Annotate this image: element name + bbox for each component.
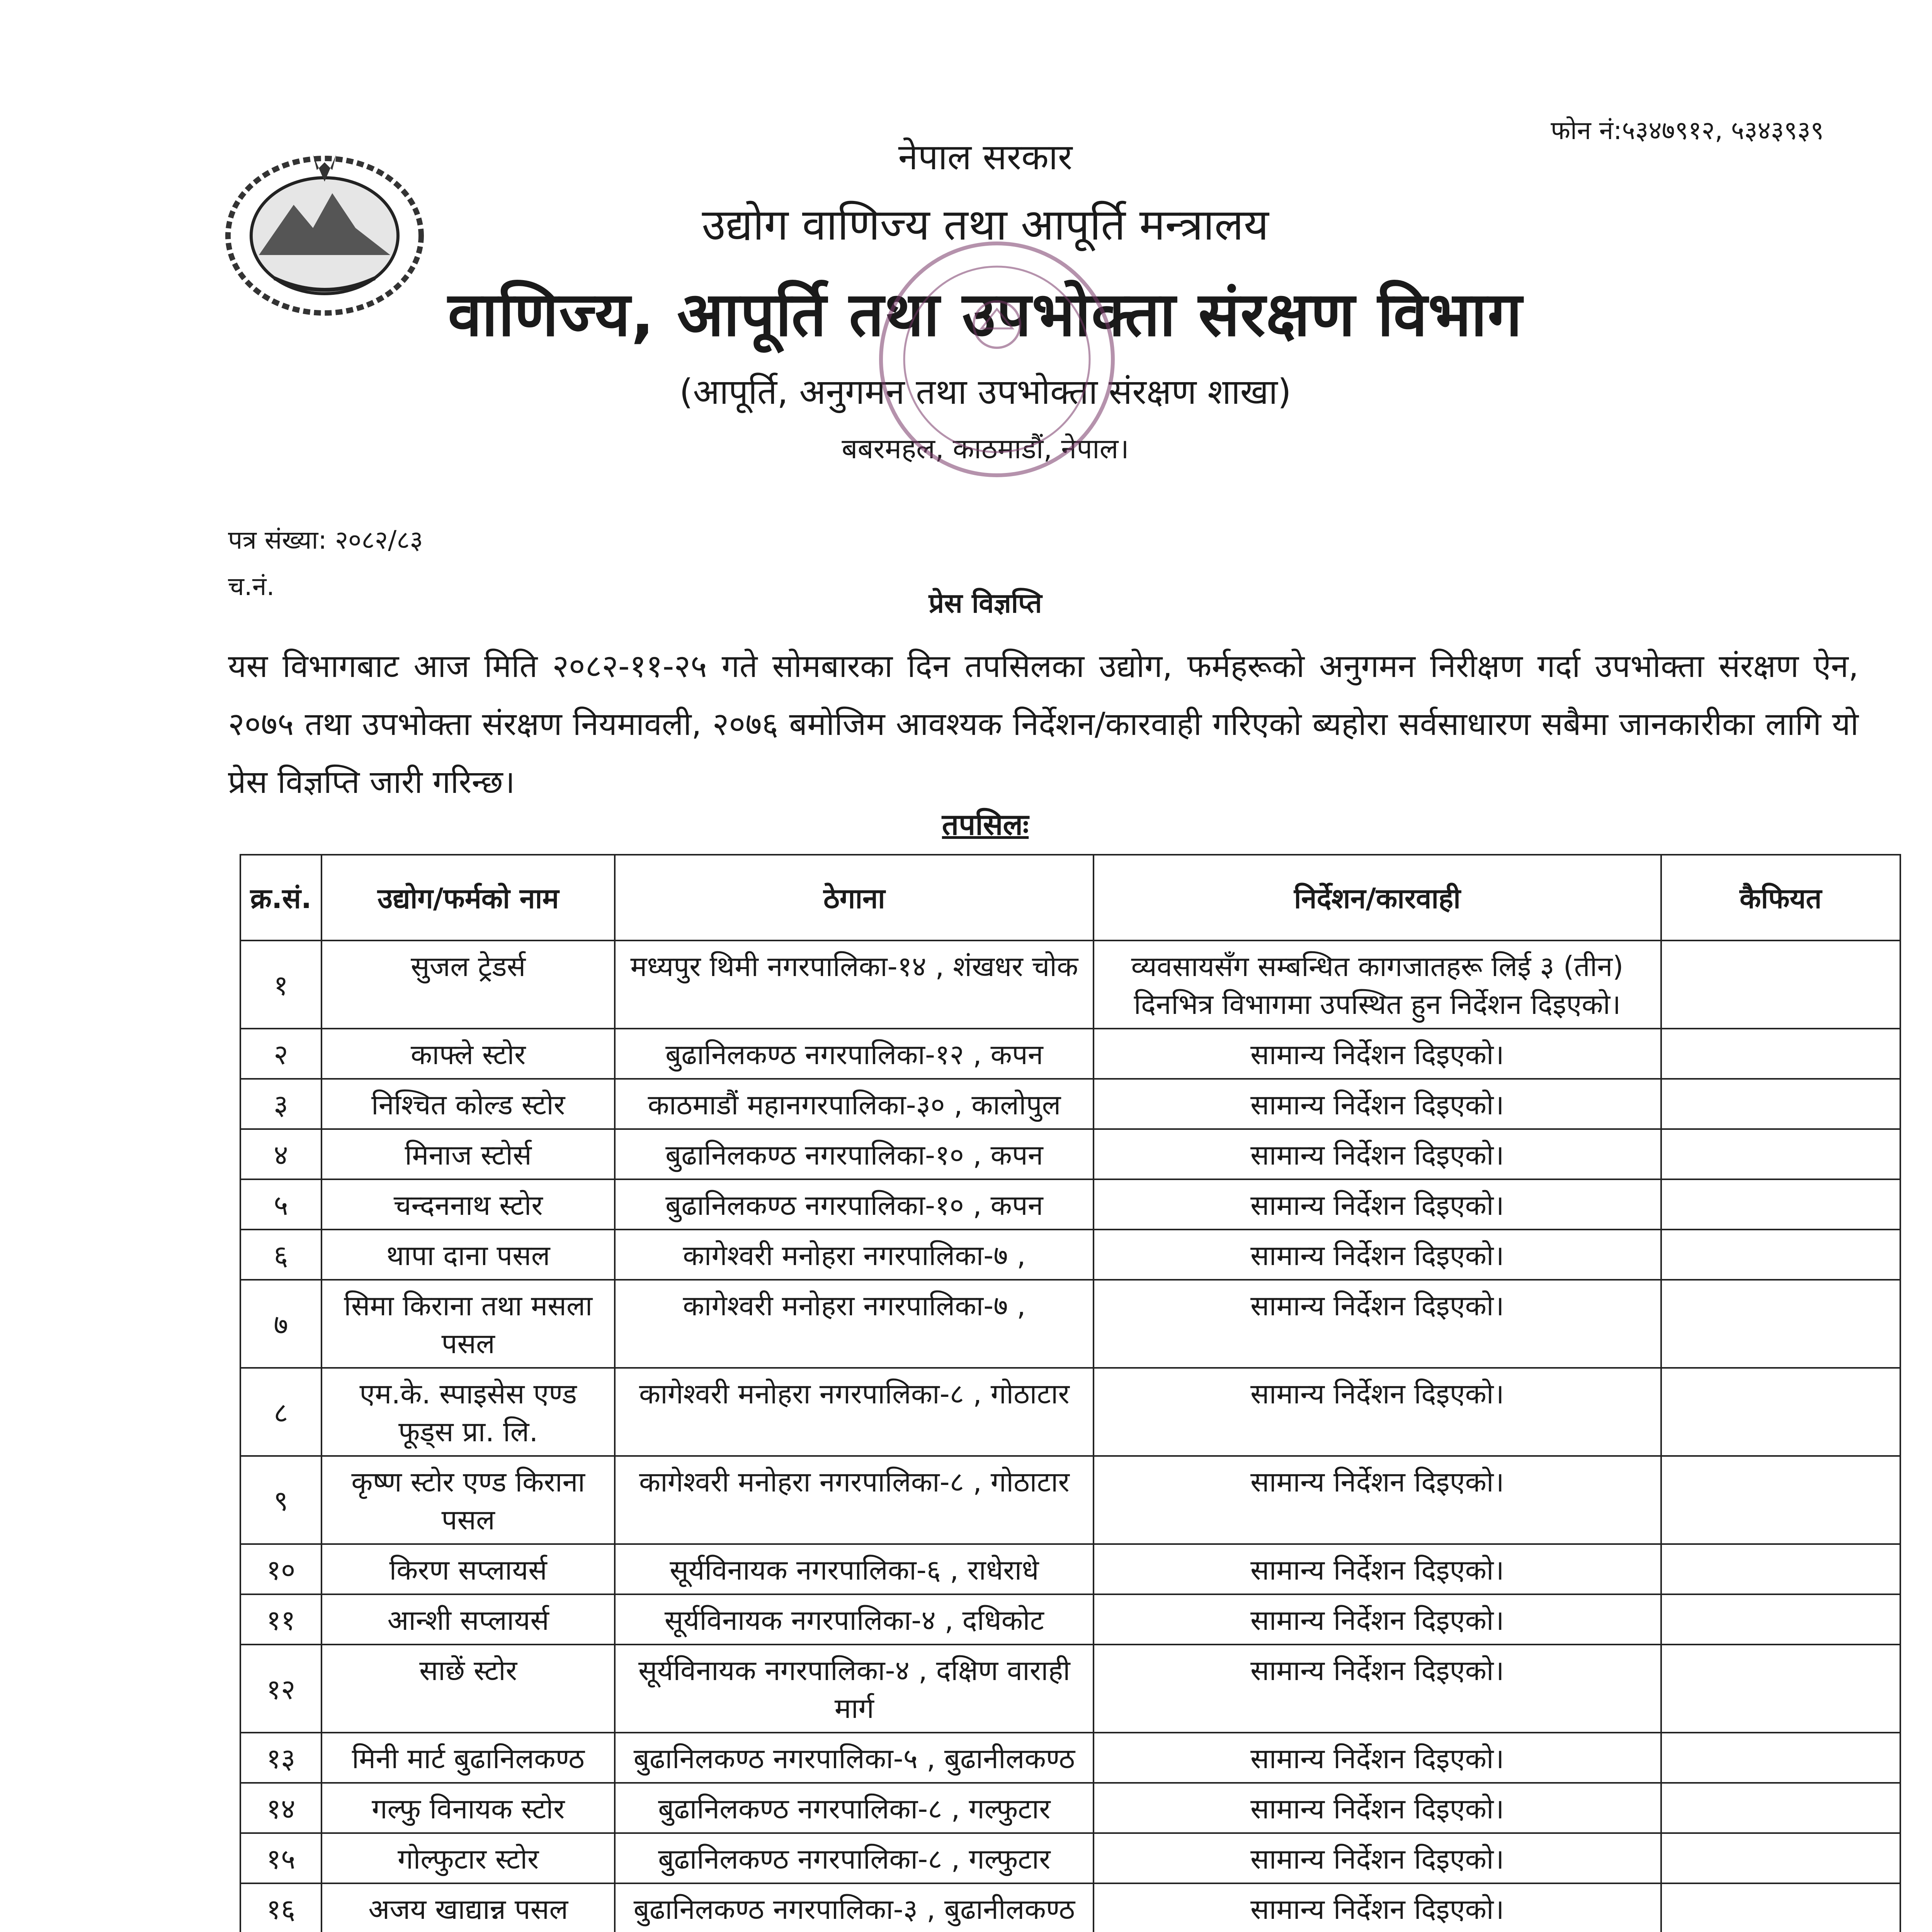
- address-cell: बुढानिलकण्ठ नगरपालिका-८ , गल्फुटार: [615, 1833, 1094, 1883]
- directive-cell: सामान्य निर्देशन दिइएको।: [1094, 1645, 1661, 1733]
- serial-cell: ३: [240, 1079, 321, 1129]
- serial-cell: ६: [240, 1230, 321, 1280]
- remarks-cell: [1661, 1280, 1900, 1368]
- firm-name-cell: आन्शी सप्लायर्स: [321, 1594, 615, 1645]
- firm-name-cell: चन्दननाथ स्टोर: [321, 1179, 615, 1230]
- firm-name-cell: अजय खाद्यान्न पसल: [321, 1883, 615, 1932]
- serial-cell: ११: [240, 1594, 321, 1645]
- remarks-cell: [1661, 1645, 1900, 1733]
- directive-cell: सामान्य निर्देशन दिइएको।: [1094, 1733, 1661, 1783]
- table-row: [240, 1594, 1900, 1645]
- directive-cell: सामान्य निर्देशन दिइएको।: [1094, 1544, 1661, 1594]
- dispatch-number: च.नं.: [228, 571, 275, 601]
- remarks-cell: [1661, 1029, 1900, 1079]
- table-row: [240, 1179, 1900, 1230]
- directive-cell: सामान्य निर्देशन दिइएको।: [1094, 1230, 1661, 1280]
- remarks-cell: [1661, 1456, 1900, 1544]
- serial-cell: १२: [240, 1645, 321, 1733]
- table-row: [240, 1883, 1900, 1932]
- directive-cell: सामान्य निर्देशन दिइएको।: [1094, 1833, 1661, 1883]
- serial-cell: ५: [240, 1179, 321, 1230]
- address-cell: सूर्यविनायक नगरपालिका-४ , दक्षिण वाराही मार्ग: [615, 1645, 1094, 1733]
- table-body: [240, 940, 1900, 1932]
- header-firm-name: उद्योग/फर्मको नाम: [321, 855, 615, 940]
- remarks-cell: [1661, 1179, 1900, 1230]
- remarks-cell: [1661, 940, 1900, 1029]
- remarks-cell: [1661, 1368, 1900, 1456]
- directive-cell: सामान्य निर्देशन दिइएको।: [1094, 1456, 1661, 1544]
- firm-name-cell: साछें स्टोर: [321, 1645, 615, 1733]
- directive-cell: सामान्य निर्देशन दिइएको।: [1094, 1179, 1661, 1230]
- serial-cell: १०: [240, 1544, 321, 1594]
- remarks-cell: [1661, 1783, 1900, 1833]
- directive-cell: सामान्य निर्देशन दिइएको।: [1094, 1029, 1661, 1079]
- government-title: नेपाल सरकार: [898, 136, 1073, 178]
- address-cell: मध्यपुर थिमी नगरपालिका-१४ , शंखधर चोक: [615, 940, 1094, 1029]
- serial-cell: १३: [240, 1733, 321, 1783]
- address-cell: बुढानिलकण्ठ नगरपालिका-३ , बुढानीलकण्ठ: [615, 1883, 1094, 1932]
- firm-name-cell: गोल्फुटार स्टोर: [321, 1833, 615, 1883]
- directive-cell: सामान्य निर्देशन दिइएको।: [1094, 1079, 1661, 1129]
- address-cell: कागेश्वरी मनोहरा नगरपालिका-८ , गोठाटार: [615, 1368, 1094, 1456]
- serial-cell: १६: [240, 1883, 321, 1932]
- directive-cell: सामान्य निर्देशन दिइएको।: [1094, 1129, 1661, 1179]
- phone-numbers: फोन नं:५३४७९१२, ५३४३९३९: [1551, 116, 1824, 145]
- table-header-row: [240, 855, 1900, 940]
- directive-cell: सामान्य निर्देशन दिइएको।: [1094, 1594, 1661, 1645]
- table-row: [240, 1368, 1900, 1456]
- header-directive: निर्देशन/कारवाही: [1094, 855, 1661, 940]
- remarks-cell: [1661, 1594, 1900, 1645]
- address-cell: सूर्यविनायक नगरपालिका-४ , दधिकोट: [615, 1594, 1094, 1645]
- directive-cell: सामान्य निर्देशन दिइएको।: [1094, 1883, 1661, 1932]
- header-remarks: कैफियत: [1661, 855, 1900, 940]
- firm-name-cell: एम.के. स्पाइसेस एण्ड फूड्स प्रा. लि.: [321, 1368, 615, 1456]
- serial-cell: १: [240, 940, 321, 1029]
- firm-name-cell: थापा दाना पसल: [321, 1230, 615, 1280]
- table-row: [240, 1280, 1900, 1368]
- address-cell: काठमाडौं महानगरपालिका-३० , कालोपुल: [615, 1079, 1094, 1129]
- table-row: [240, 1544, 1900, 1594]
- directive-cell: व्यवसायसँग सम्बन्धित कागजातहरू लिई ३ (तीन) दिनभित्र विभागमा उपस्थित हुन निर्देशन दिइएको।: [1094, 940, 1661, 1029]
- directive-cell: सामान्य निर्देशन दिइएको।: [1094, 1368, 1661, 1456]
- table-row: [240, 940, 1900, 1029]
- table-row: [240, 1230, 1900, 1280]
- remarks-cell: [1661, 1079, 1900, 1129]
- remarks-cell: [1661, 1883, 1900, 1932]
- remarks-cell: [1661, 1129, 1900, 1179]
- address-cell: कागेश्वरी मनोहरा नगरपालिका-८ , गोठाटार: [615, 1456, 1094, 1544]
- header-serial: क्र.सं.: [240, 855, 321, 940]
- section-title: (आपूर्ति, अनुगमन तथा उपभोक्ता संरक्षण शाखा): [679, 372, 1291, 412]
- serial-cell: ९: [240, 1456, 321, 1544]
- firm-name-cell: काफ्ले स्टोर: [321, 1029, 615, 1079]
- firm-name-cell: सुजल ट्रेडर्स: [321, 940, 615, 1029]
- firm-name-cell: मिनी मार्ट बुढानिलकण्ठ: [321, 1733, 615, 1783]
- serial-cell: १५: [240, 1833, 321, 1883]
- directive-cell: सामान्य निर्देशन दिइएको।: [1094, 1783, 1661, 1833]
- department-round-stamp-icon: [866, 224, 1128, 495]
- remarks-cell: [1661, 1733, 1900, 1783]
- remarks-cell: [1661, 1833, 1900, 1883]
- table-row: [240, 1645, 1900, 1733]
- office-address: बबरमहल, काठमाडौं, नेपाल।: [842, 432, 1129, 465]
- department-title: वाणिज्य, आपूर्ति तथा उपभोक्ता संरक्षण विभाग: [448, 279, 1523, 350]
- table-row: [240, 1029, 1900, 1079]
- address-cell: बुढानिलकण्ठ नगरपालिका-१० , कपन: [615, 1179, 1094, 1230]
- table-row: [240, 1783, 1900, 1833]
- directive-cell: सामान्य निर्देशन दिइएको।: [1094, 1280, 1661, 1368]
- serial-cell: ८: [240, 1368, 321, 1456]
- firm-name-cell: गल्फु विनायक स्टोर: [321, 1783, 615, 1833]
- address-cell: बुढानिलकण्ठ नगरपालिका-५ , बुढानीलकण्ठ: [615, 1733, 1094, 1783]
- firm-name-cell: कृष्ण स्टोर एण्ड किराना पसल: [321, 1456, 615, 1544]
- address-cell: कागेश्वरी मनोहरा नगरपालिका-७ ,: [615, 1280, 1094, 1368]
- monitoring-table: [240, 854, 1901, 1932]
- remarks-cell: [1661, 1544, 1900, 1594]
- address-cell: कागेश्वरी मनोहरा नगरपालिका-७ ,: [615, 1230, 1094, 1280]
- letter-number: पत्र संख्या: २०८२/८३: [228, 525, 423, 555]
- press-release-body: यस विभागबाट आज मिति २०८२-११-२५ गते सोमबारका दिन तपसिलका उद्योग, फर्महरूको अनुगमन निरीक्षण गर्दा उपभोक्ता संरक्षण ऐन, २०७५ तथा उपभोक्ता संरक्षण नियमावली, २०७६ बमोजिम आवश्यक निर्देशन/कारवाही गरिएको ब्यहोरा सर्वसाधारण सबैमा जानकारीका लागि यो प्रेस विज्ञप्ति जारी गरिन्छ।: [228, 648, 1859, 801]
- annex-heading: तपसिलः: [942, 807, 1029, 842]
- address-cell: बुढानिलकण्ठ नगरपालिका-८ , गल्फुटार: [615, 1783, 1094, 1833]
- header-address: ठेगाना: [615, 855, 1094, 940]
- press-release-title: प्रेस विज्ञप्ति: [929, 587, 1042, 619]
- table-row: [240, 1733, 1900, 1783]
- firm-name-cell: मिनाज स्टोर्स: [321, 1129, 615, 1179]
- ministry-title: उद्योग वाणिज्य तथा आपूर्ति मन्त्रालय: [702, 200, 1269, 250]
- firm-name-cell: किरण सप्लायर्स: [321, 1544, 615, 1594]
- table-row: [240, 1129, 1900, 1179]
- serial-cell: ४: [240, 1129, 321, 1179]
- serial-cell: २: [240, 1029, 321, 1079]
- firm-name-cell: सिमा किराना तथा मसला पसल: [321, 1280, 615, 1368]
- firm-name-cell: निश्चित कोल्ड स्टोर: [321, 1079, 615, 1129]
- address-cell: बुढानिलकण्ठ नगरपालिका-१२ , कपन: [615, 1029, 1094, 1079]
- address-cell: बुढानिलकण्ठ नगरपालिका-१० , कपन: [615, 1129, 1094, 1179]
- table-row: [240, 1833, 1900, 1883]
- serial-cell: १४: [240, 1783, 321, 1833]
- table-row: [240, 1456, 1900, 1544]
- address-cell: सूर्यविनायक नगरपालिका-६ , राधेराधे: [615, 1544, 1094, 1594]
- serial-cell: ७: [240, 1280, 321, 1368]
- table-row: [240, 1079, 1900, 1129]
- remarks-cell: [1661, 1230, 1900, 1280]
